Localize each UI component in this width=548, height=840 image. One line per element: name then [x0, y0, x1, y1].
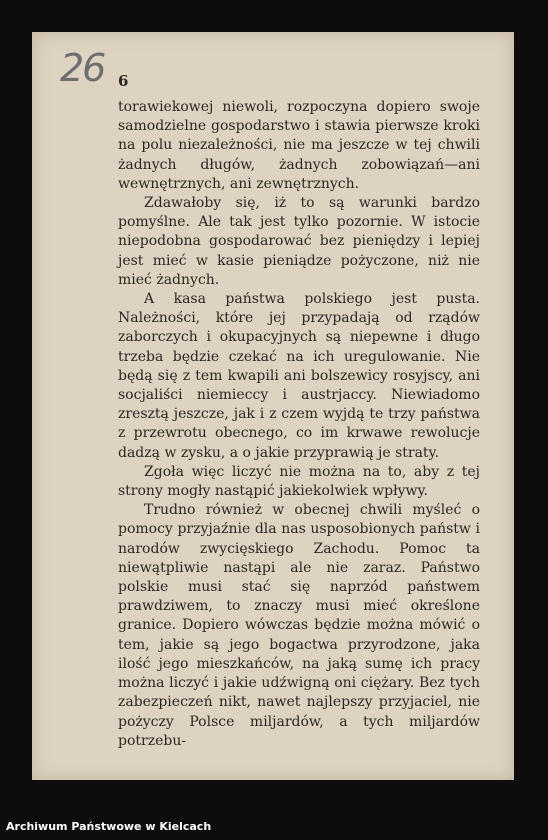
document-page — [32, 32, 514, 780]
body-text — [118, 98, 480, 751]
page-number: 6 — [118, 72, 129, 90]
paragraph: Zgoła więc liczyć nie można na to, aby z tej strony mogły nastąpić jakiekolwiek wpływy. — [118, 463, 480, 500]
paragraph: torawiekowej niewoli, rozpoczyna dopiero swoje samodzielne gospodarstwo i stawia pierwsze kroki na polu niezależności, nie ma jeszcze w tej chwili żadnych długów, żadnych zobowiązań—ani wewnętrznych, ani zewnętrznych. — [118, 99, 480, 192]
archive-label: Archiwum Państwowe w Kielcach — [6, 820, 212, 833]
paragraph: Zdawałoby się, iż to są warunki bardzo pomyślne. Ale tak jest tylko pozornie. W istocie niepodobna gospodarować bez pieniędzy i lepiej jest mieć w kasie pieniądze pożyczone, niż nie mieć żadnych. — [118, 195, 480, 288]
paragraph: A kasa państwa polskiego jest pusta. Należności, które jej przypadają od rządów zaborczych i okupacyjnych są niepewne i długo trzeba będzie czekać na ich uregulowanie. Nie będą się z tem kwapili ani bolszewicy rosyjscy, ani socjaliści niemieccy i austrjaccy. Niewiadomo zresztą jeszcze, jak i z czem wyjdą te trzy państwa z przewrotu obecnego, co im krwawe rewolucje dadzą w zysku, a o jakie przyprawią je straty. — [118, 291, 480, 461]
paragraph: Trudno również w obecnej chwili myśleć o pomocy przyjaźnie dla nas usposobionych państw i narodów zwycięskiego Zachodu. Pomoc ta niewątpliwie nastąpi ale nie zaraz. Państwo polskie musi stać się naprzód państwem prawdziwem, to znaczy musi mieć określone granice. Dopiero wówczas będzie można mówić o tem, jakie są jego bogactwa przyrodzone, jaka ilość jego mieszkańców, na jaką sumę ich pracy można liczyć i jakie udźwigną oni ciężary. Bez tych zabezpieczeń nikt, nawet najlepszy przyjaciel, nie pożyczy Polsce miljardów, a tych miljardów potrzebu- — [118, 502, 480, 749]
handwritten-sheet-number: 26 — [60, 46, 105, 90]
